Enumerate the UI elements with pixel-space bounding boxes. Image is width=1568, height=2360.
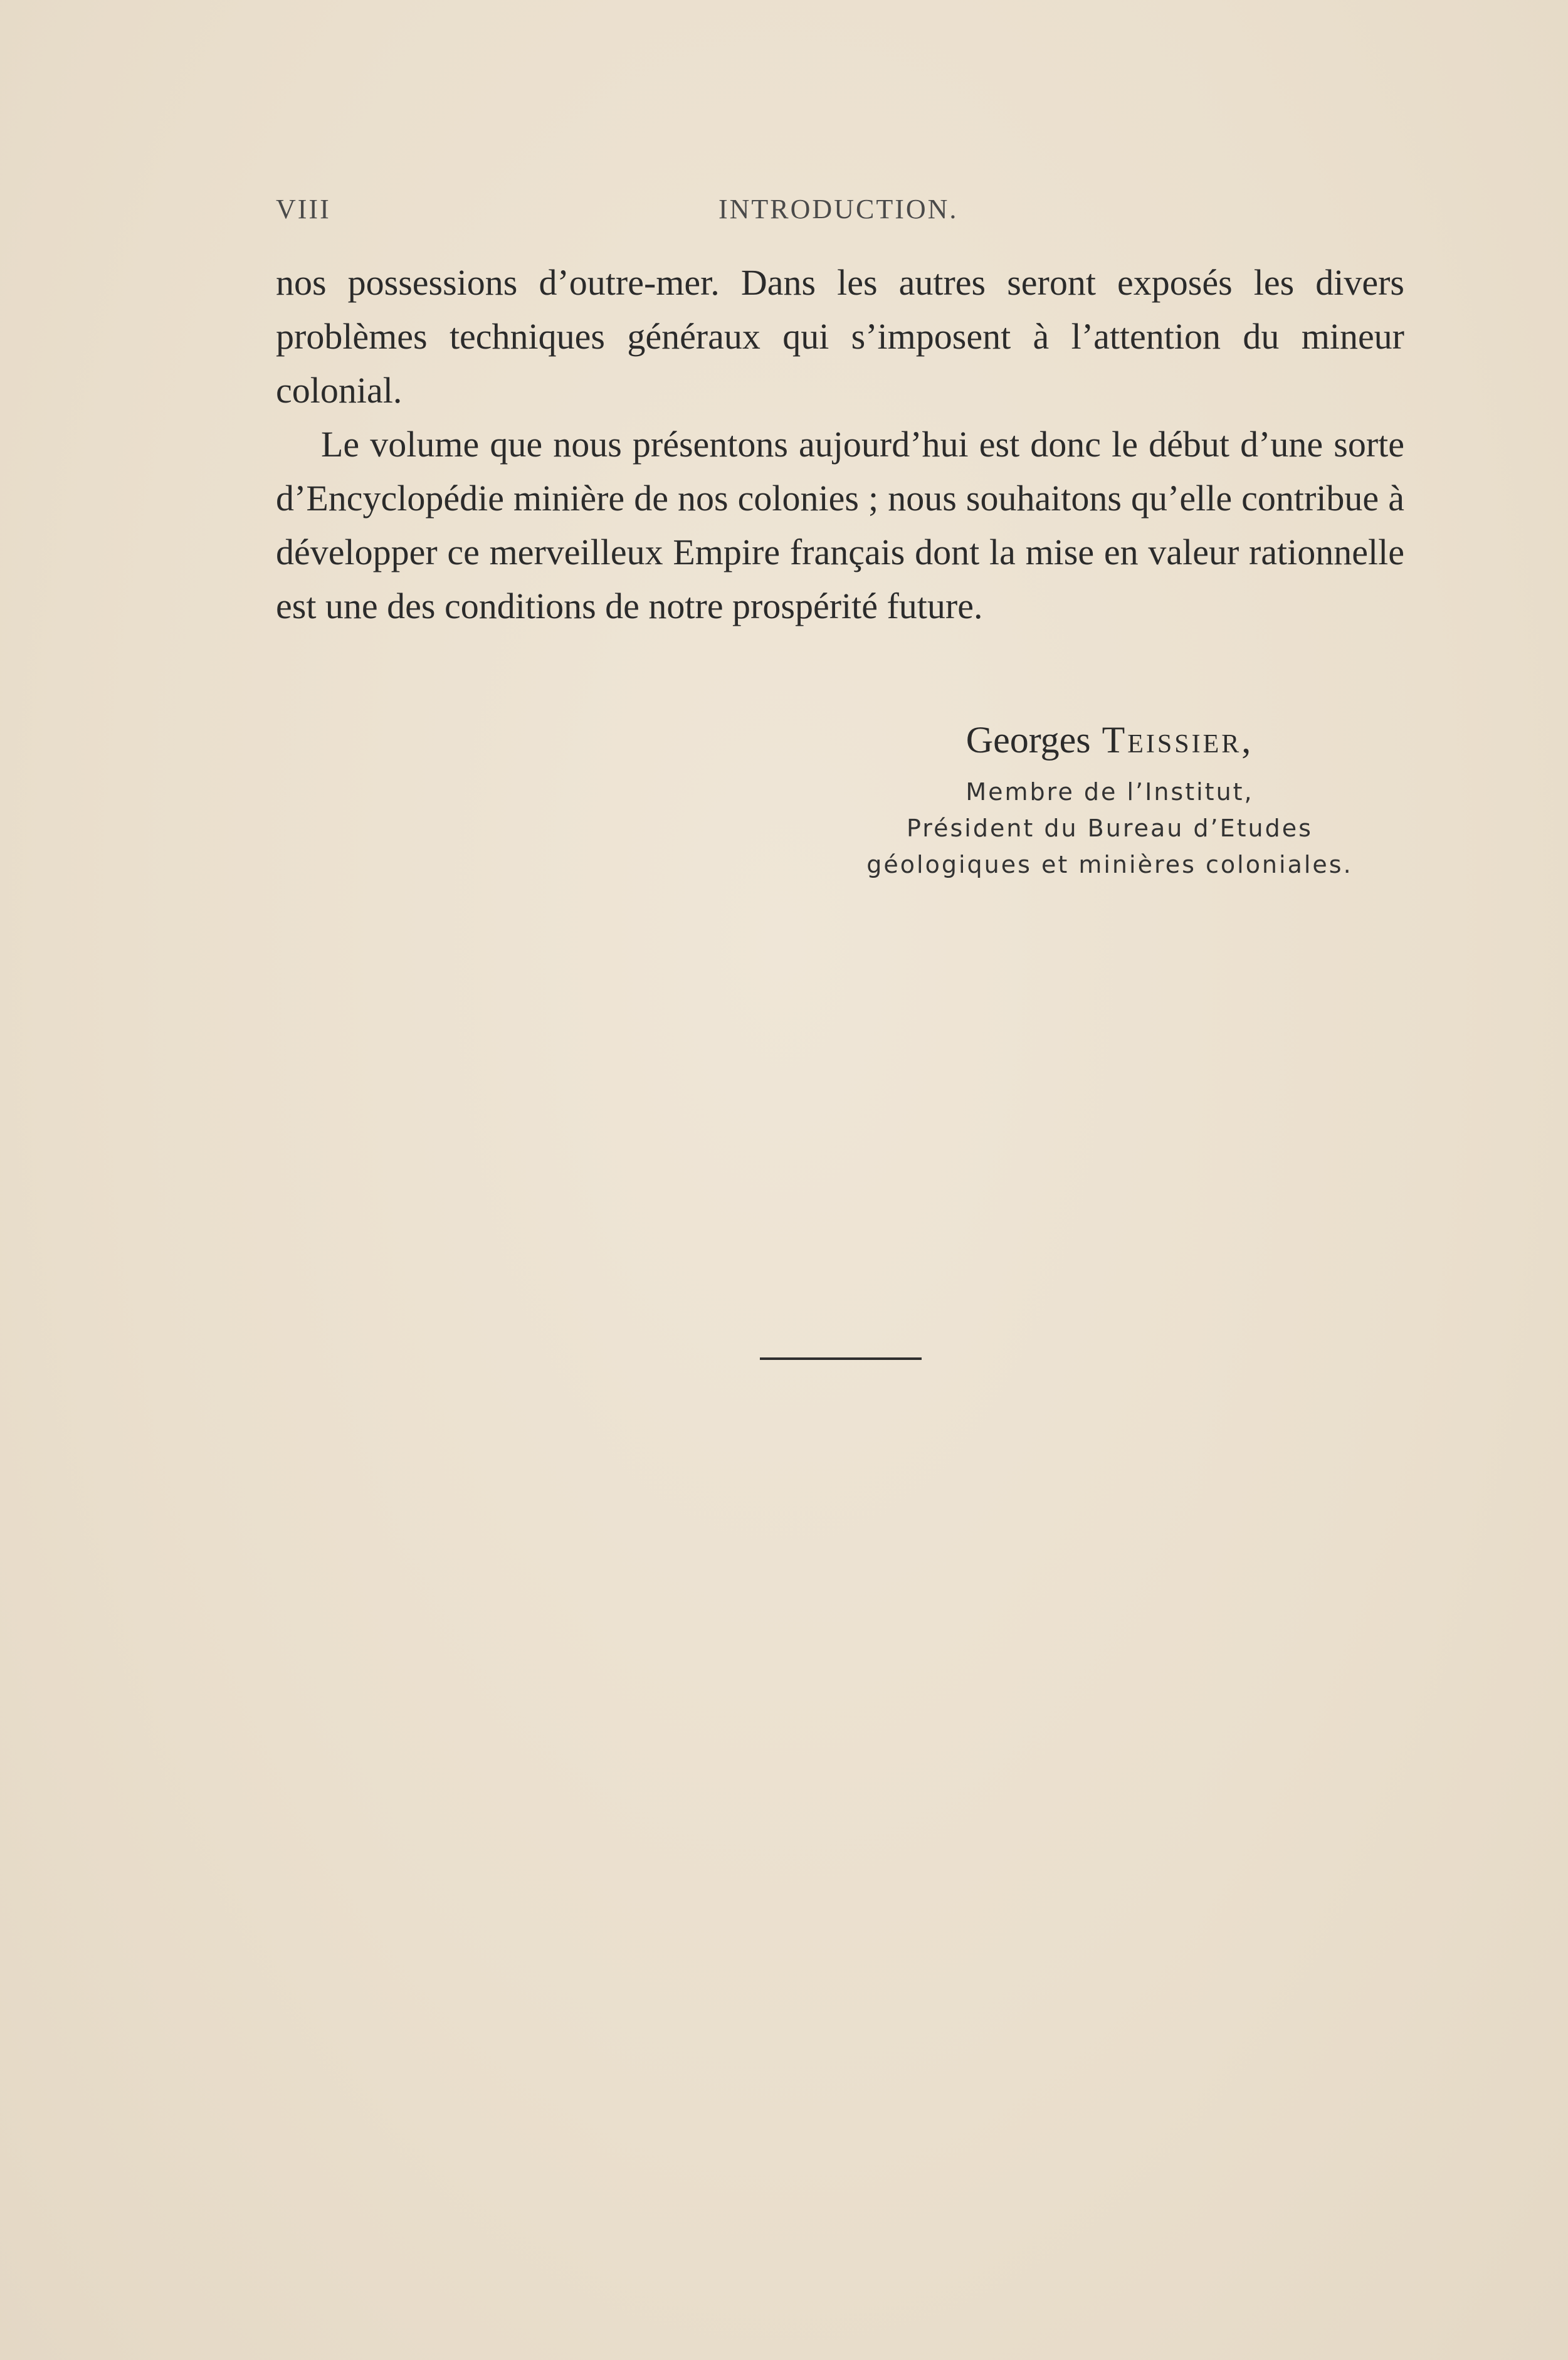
signature-title-line: Membre de l’Institut, bbox=[966, 778, 1254, 806]
signature-first-name: Georges bbox=[966, 719, 1091, 761]
signature-last-name: Teissier, bbox=[1102, 719, 1254, 761]
body-text bbox=[276, 256, 1404, 633]
paragraph-continued: nos possessions d’outre-mer. Dans les autres seront exposés les divers problèmes techniques généraux qui s’imposent à l’attention du mineur colonial. bbox=[276, 262, 1404, 411]
signature-title-line: géologiques et minières coloniales. bbox=[866, 851, 1353, 878]
running-head bbox=[276, 193, 1404, 231]
signature-title-line: Président du Bureau d’Etudes bbox=[907, 814, 1313, 842]
signature-titles bbox=[796, 774, 1423, 883]
paragraph: Le volume que nous présentons aujourd’hui est donc le début d’une sorte d’Encyclopédie minière de nos colonies ; nous souhaitons qu’elle contribue à développer ce merveilleux Empire français dont la mise en valeur rationnelle est une des conditions de notre prospérité future. bbox=[276, 424, 1404, 626]
signature-name bbox=[796, 715, 1423, 765]
section-end-rule bbox=[760, 1357, 922, 1360]
page-number: VIII bbox=[276, 194, 331, 224]
running-title: INTRODUCTION. bbox=[718, 194, 959, 224]
signature-block bbox=[796, 715, 1423, 883]
